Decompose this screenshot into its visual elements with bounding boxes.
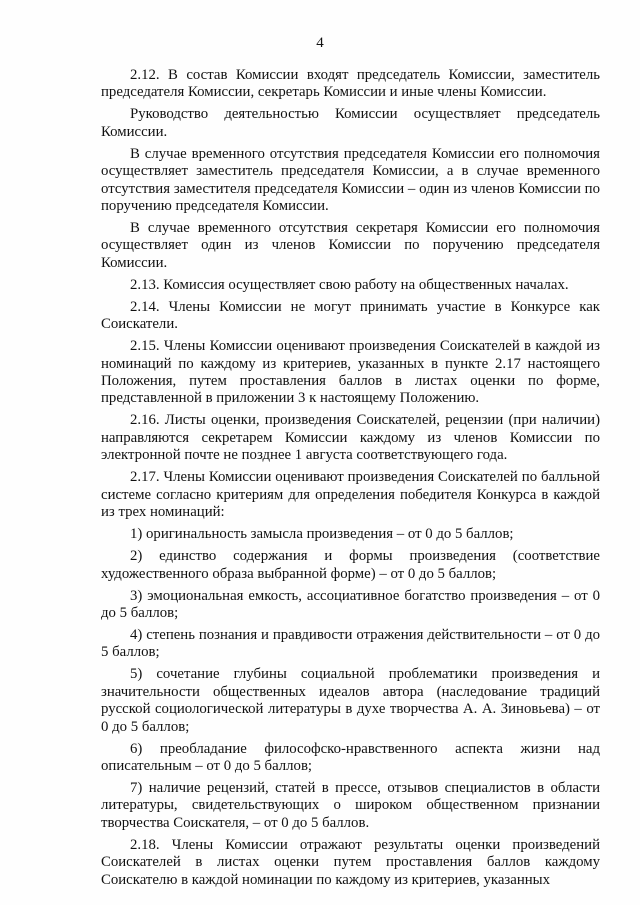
paragraph-chair-leadership: Руководство деятельностью Комиссии осуществляет председатель Комиссии.: [101, 106, 600, 140]
criterion-item: 2) единство содержания и формы произведения (соответствие художественного образа выбранной форме) – от 0 до 5 баллов;: [101, 548, 600, 582]
page-number: 4: [316, 35, 324, 51]
paragraph-2-13: 2.13. Комиссия осуществляет свою работу на общественных началах.: [130, 276, 569, 293]
paragraph-secretary-absence: В случае временного отсутствия секретаря Комиссии его полномочия осуществляет один из членов Комиссии по поручению председателя Комиссии.: [101, 220, 600, 271]
criterion-item: 4) степень познания и правдивости отражения действительности – от 0 до 5 баллов;: [101, 626, 600, 661]
paragraph-2-15: 2.15. Члены Комиссии оценивают произведения Соискателей в каждой из номинаций по каждому из критериев, указанных в пункте 2.17 настоящего Положения, путем проставления баллов в листах оценки по форме, представленной в приложении 3 к настоящему Положению.: [101, 338, 600, 407]
paragraph-2-14: 2.14. Члены Комиссии не могут принимать участие в Конкурсе как Соискатели.: [101, 298, 600, 333]
paragraph-2-17: 2.17. Члены Комиссии оценивают произведения Соискателей по балльной системе согласно критериям для определения победителя Конкурса в каждой из трех номинаций:: [101, 469, 600, 521]
paragraph-2-16: 2.16. Листы оценки, произведения Соискателей, рецензии (при наличии) направляются секретарем Комиссии каждому из членов Комиссии по электронной почте не позднее 1 августа соответствующего года.: [101, 412, 600, 464]
paragraph-chair-absence: В случае временного отсутствия председателя Комиссии его полномочия осуществляет заместитель председателя Комиссии, а в случае временного отсутствия заместителя председателя Комиссии – один из членов Комиссии по поручению председателя Комиссии.: [101, 145, 600, 215]
paragraph-2-18: 2.18. Члены Комиссии отражают результаты оценки произведений Соискателей в листах оценки путем проставления баллов каждому Соискателю в каждой номинации по каждому из критериев, указанных: [101, 836, 600, 888]
document-body: [101, 67, 600, 889]
criterion-item: 7) наличие рецензий, статей в прессе, отзывов специалистов в области литературы, свидетельствующих о широком общественном признании творчества Соискателя, – от 0 до 5 баллов.: [101, 779, 600, 831]
criterion-item: 5) сочетание глубины социальной проблематики произведения и значительности общественных идеалов автора (наследование традиций русской социологической литературы в духе творчества А. А. Зиновьева) – от 0 до 5 баллов;: [101, 666, 600, 735]
criterion-item: 3) эмоциональная емкость, ассоциативное богатство произведения – от 0 до 5 баллов;: [101, 587, 600, 621]
paragraph-2-12: 2.12. В состав Комиссии входят председатель Комиссии, заместитель председателя Комиссии, секретарь Комиссии и иные члены Комиссии.: [101, 67, 600, 101]
criterion-item: 6) преобладание философско-нравственного аспекта жизни над описательным – от 0 до 5 баллов;: [101, 740, 600, 774]
criterion-item: 1) оригинальность замысла произведения – от 0 до 5 баллов;: [130, 526, 514, 543]
